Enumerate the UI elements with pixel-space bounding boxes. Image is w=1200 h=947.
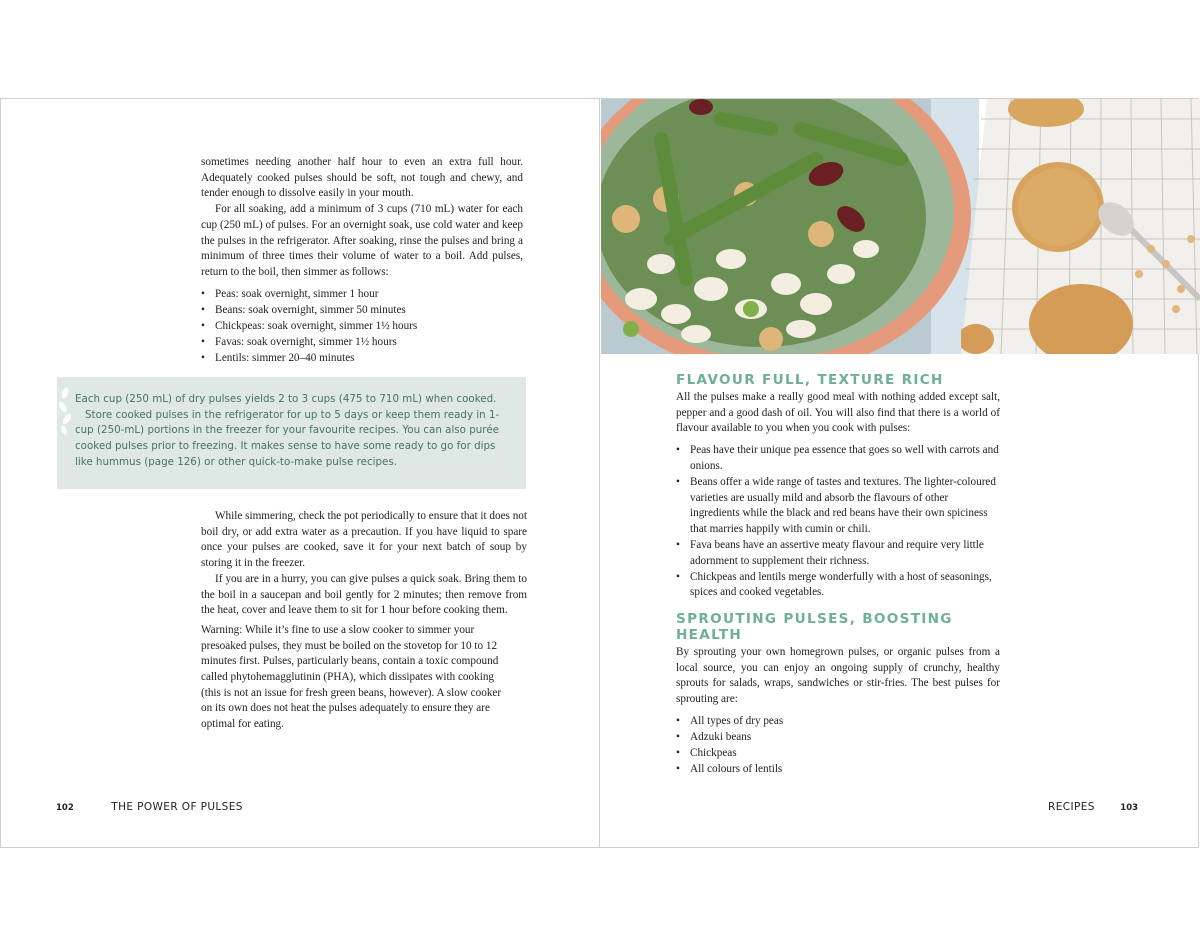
callout-line-2: Store cooked pulses in the refrigerator for up to 5 days or keep them ready in 1-cup (250-mL) portions in the freezer for your favourite recipes. You can also purée cooked pulses prior to freezing. It makes sense to have some ready to go for dips like hummus (page 126) or other quick-to-make pulse recipes.: [75, 408, 500, 468]
section-heading-flavour: FLAVOUR FULL, TEXTURE RICH: [676, 372, 944, 388]
flavour-list: [676, 443, 1000, 601]
cookies-photo: [961, 99, 1200, 354]
right-text: [676, 372, 1000, 782]
running-head: RECIPES: [1048, 801, 1095, 813]
section2-intro: By sprouting your own homegrown pulses, or organic pulses from a local source, you can enjoy an ongoing supply of crunchy, healthy sprouts for salads, wraps, sandwiches or stir-fries. The best pulses for sprouting are:: [676, 646, 1000, 706]
right-page: [601, 99, 1200, 847]
intro-paragraph-1: sometimes needing another half hour to even an extra full hour. Adequately cooked pulses should be soft, not tough and chewy, and tender enough to dissolve easily in your mouth.: [201, 156, 523, 200]
list-item: • Chickpeas and lentils merge wonderfully with a host of seasonings, spices and cooked vegetables.: [676, 570, 1000, 601]
left-folio: [56, 801, 243, 813]
list-item: • Lentils: simmer 20–40 minutes: [201, 351, 523, 367]
simmer-list: [201, 287, 523, 367]
warning-paragraph: Warning: While it’s fine to use a slow cooker to simmer your presoaked pulses, they must be boiled on the stovetop for 10 to 12 minutes first. Pulses, particularly beans, contain a toxic compound called phytohemagglutinin (PHA), which dissipates with cooking (this is not an issue for fresh green beans, however). A slow cooker on its own does not heat the pulses adequately to ensure they are optimal for eating.: [201, 623, 502, 731]
lower-paragraph-2: If you are in a hurry, you can give pulses a quick soak. Bring them to the boil in a saucepan and boil gently for 2 minutes; then remove from the heat, cover and leave them to sit for 1 hour before cooking them.: [201, 572, 527, 617]
page-number: 103: [1120, 803, 1139, 813]
intro-paragraph-2: For all soaking, add a minimum of 3 cups (710 mL) water for each cup (250 mL) of pulses. For an overnight soak, use cold water and keep the pulses in the refrigerator. After soaking, rinse the pulses and bring a minimum of three times their volume of water to a boil. Add pulses, return to the boil, then simmer as follows:: [201, 203, 523, 278]
bean-salad-photo: [601, 99, 979, 354]
list-item: • Beans: soak overnight, simmer 50 minutes: [201, 303, 523, 319]
tip-callout-box: [57, 377, 526, 489]
list-item: • Chickpeas: [676, 746, 1000, 762]
running-head: THE POWER OF PULSES: [111, 801, 243, 813]
right-folio: [1048, 801, 1138, 813]
list-item: • All colours of lentils: [676, 762, 1000, 778]
gutter-line: [599, 98, 600, 848]
lower-paragraph-1: While simmering, check the pot periodically to ensure that it does not boil dry, or add extra water as a precaution. If you have liquid to spare once your pulses are cooked, save it for your next batch of soup by storing it in the freezer.: [201, 510, 527, 570]
list-item: • Fava beans have an assertive meaty flavour and require very little adornment to supplement their richness.: [676, 538, 1000, 569]
callout-text: [75, 392, 510, 471]
section1-intro: All the pulses make a really good meal with nothing added except salt, pepper and a good dash of oil. You will also find that there is a world of flavour available to you when you cook with pulses:: [676, 391, 1000, 435]
list-item: • Adzuki beans: [676, 730, 1000, 746]
callout-line-1: Each cup (250 mL) of dry pulses yields 2 to 3 cups (475 to 710 mL) when cooked.: [75, 393, 497, 405]
list-item: • Chickpeas: soak overnight, simmer 1½ hours: [201, 319, 523, 335]
list-item: • Favas: soak overnight, simmer 1½ hours: [201, 335, 523, 351]
list-item: • Peas: soak overnight, simmer 1 hour: [201, 287, 523, 303]
list-item: • All types of dry peas: [676, 714, 1000, 730]
list-item: • Peas have their unique pea essence that goes so well with carrots and onions.: [676, 443, 1000, 474]
section-heading-sprouting: SPROUTING PULSES, BOOSTING HEALTH: [676, 611, 953, 644]
sprouting-list: [676, 714, 1000, 778]
left-bottom-text: [201, 509, 527, 733]
list-item: • Beans offer a wide range of tastes and textures. The lighter-coloured varieties are usually mild and absorb the flavours of other ingredients while the black and red beans have their own spiciness that marries happily with cumin or chili.: [676, 475, 1000, 538]
page-number: 102: [56, 803, 74, 813]
left-page: [1, 99, 600, 847]
left-top-text: [201, 155, 523, 370]
